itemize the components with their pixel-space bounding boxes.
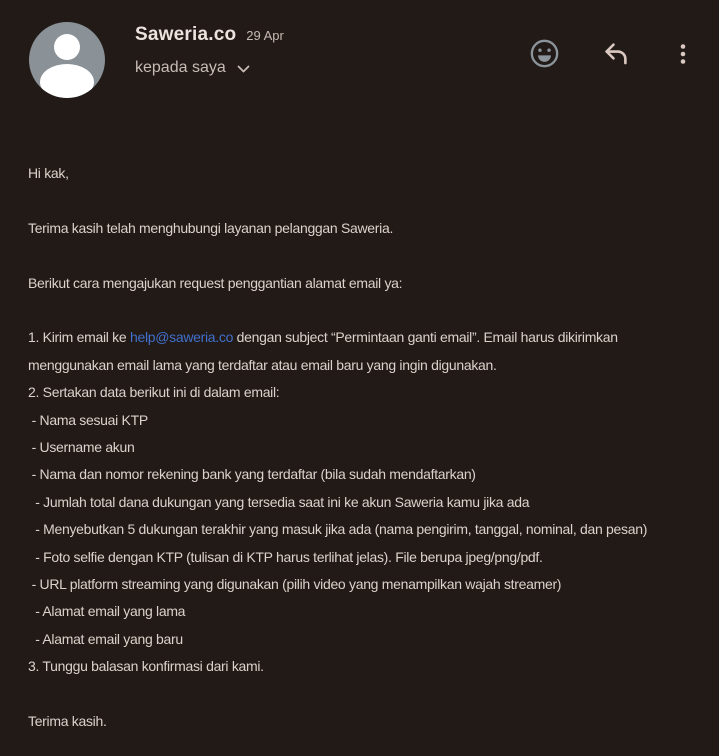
body-line <box>28 160 695 187</box>
body-line <box>28 571 695 598</box>
chevron-down-icon <box>237 65 250 74</box>
paragraph-gap <box>28 297 695 324</box>
body-text-segment: - Nama sesuai KTP <box>28 411 148 428</box>
more-options-button[interactable] <box>671 41 695 67</box>
person-icon-shoulders <box>40 64 94 98</box>
body-text-segment: Terima kasih telah menghubungi layanan pelanggan Saweria. <box>28 219 394 236</box>
body-line <box>28 407 695 434</box>
body-text-segment: - Menyebutkan 5 dukungan terakhir yang masuk jika ada (nama pengirim, tanggal, nominal, dan pesan) <box>28 521 648 538</box>
body-text-segment: Terima kasih. <box>28 713 107 730</box>
header-actions <box>528 37 695 70</box>
body-line <box>28 626 695 653</box>
email-date: 29 Apr <box>246 28 284 43</box>
body-line <box>28 215 695 242</box>
body-text-segment: Hi kak, <box>28 165 69 181</box>
smiley-icon <box>528 37 561 70</box>
avatar[interactable] <box>29 22 105 98</box>
body-line <box>28 324 695 379</box>
body-text-segment: 2. Sertakan data berikut ini di dalam email: <box>28 384 280 401</box>
body-text-segment: 3. Tunggu balasan konfirmasi dari kami. <box>28 658 264 675</box>
emoji-reaction-button[interactable] <box>528 37 561 70</box>
body-line <box>28 708 695 735</box>
reply-button[interactable] <box>601 39 631 69</box>
body-line <box>28 461 695 488</box>
body-line <box>28 270 695 297</box>
body-text-segment: dengan subject “Permintaan ganti email”. Email harus dikirimkan menggunakan email lama yang terdaftar atau email baru yang ingin digunakan. <box>28 329 622 373</box>
body-text-segment: - Jumlah total dana dukungan yang tersedia saat ini ke akun Saweria kamu jika ada <box>28 493 530 510</box>
sender-name[interactable]: Saweria.co <box>135 24 237 45</box>
more-vert-icon <box>671 41 695 67</box>
body-line <box>28 434 695 461</box>
body-line <box>28 516 695 543</box>
body-text-segment: - URL platform streaming yang digunakan (pilih video yang menampilkan wajah streamer) <box>28 576 562 593</box>
sender-block <box>135 22 284 77</box>
body-line <box>28 379 695 406</box>
sender-row <box>135 24 284 46</box>
paragraph-gap <box>28 681 695 708</box>
body-text-segment: - Alamat email yang baru <box>28 630 183 647</box>
body-line <box>28 598 695 625</box>
body-text-segment: - Username akun <box>28 439 135 456</box>
body-text-segment: 1. Kirim email ke <box>28 329 130 346</box>
email-address-link[interactable]: help@saweria.co <box>129 329 234 346</box>
body-line <box>28 544 695 571</box>
body-text-segment: - Nama dan nomor rekening bank yang terdaftar (bila sudah mendaftarkan) <box>28 466 476 483</box>
email-header <box>0 0 719 98</box>
reply-icon <box>601 39 631 69</box>
body-text-segment: - Foto selfie dengan KTP (tulisan di KTP harus terlihat jelas). File berupa jpeg/png/pdf. <box>28 548 543 565</box>
body-text-segment: Berikut cara mengajukan request penggantian alamat email ya: <box>28 274 403 291</box>
paragraph-gap <box>28 242 695 269</box>
body-line <box>28 653 695 680</box>
body-line <box>28 489 695 516</box>
body-text-segment: - Alamat email yang lama <box>28 603 186 620</box>
paragraph-gap <box>28 187 695 214</box>
email-body-text <box>0 98 719 735</box>
person-icon <box>54 34 80 60</box>
recipient-label: kepada saya <box>135 59 226 76</box>
recipient-row[interactable] <box>135 59 284 77</box>
